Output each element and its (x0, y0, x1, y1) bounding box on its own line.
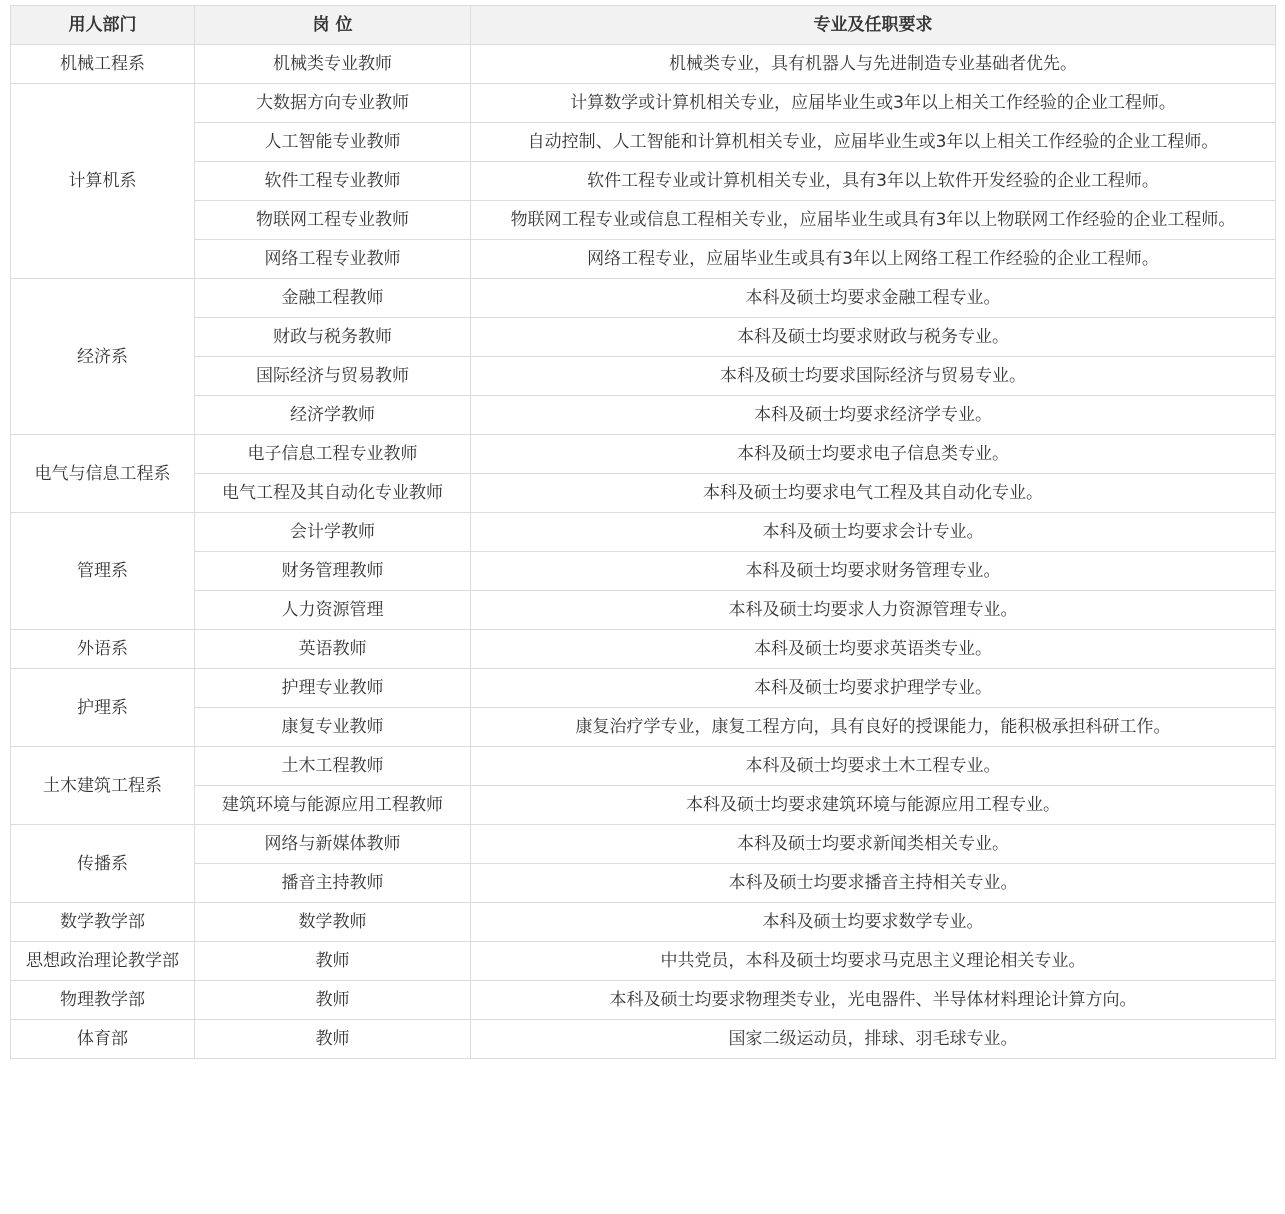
table-row (11, 435, 1276, 474)
requirement-cell: 本科及硕士均要求建筑环境与能源应用工程专业。 (471, 786, 1276, 825)
department-cell: 管理系 (11, 513, 195, 630)
department-cell: 电气与信息工程系 (11, 435, 195, 513)
position-cell: 网络与新媒体教师 (195, 825, 471, 864)
requirement-cell: 本科及硕士均要求英语类专业。 (471, 630, 1276, 669)
requirement-cell: 康复治疗学专业，康复工程方向，具有良好的授课能力，能积极承担科研工作。 (471, 708, 1276, 747)
table-row (11, 123, 1276, 162)
position-cell: 金融工程教师 (195, 279, 471, 318)
table-row (11, 201, 1276, 240)
requirement-cell: 本科及硕士均要求新闻类相关专业。 (471, 825, 1276, 864)
requirement-cell: 中共党员，本科及硕士均要求马克思主义理论相关专业。 (471, 942, 1276, 981)
department-cell: 数学教学部 (11, 903, 195, 942)
header-department: 用人部门 (11, 6, 195, 45)
requirement-cell: 本科及硕士均要求电子信息类专业。 (471, 435, 1276, 474)
table-row (11, 45, 1276, 84)
table-row (11, 630, 1276, 669)
position-cell: 会计学教师 (195, 513, 471, 552)
department-cell: 思想政治理论教学部 (11, 942, 195, 981)
table-row (11, 942, 1276, 981)
table-row (11, 708, 1276, 747)
position-cell: 机械类专业教师 (195, 45, 471, 84)
requirement-cell: 本科及硕士均要求电气工程及其自动化专业。 (471, 474, 1276, 513)
position-cell: 人力资源管理 (195, 591, 471, 630)
table-row (11, 591, 1276, 630)
department-cell: 机械工程系 (11, 45, 195, 84)
position-cell: 电气工程及其自动化专业教师 (195, 474, 471, 513)
position-cell: 财务管理教师 (195, 552, 471, 591)
table-header-row (11, 6, 1276, 45)
position-cell: 土木工程教师 (195, 747, 471, 786)
table-row (11, 981, 1276, 1020)
table-row (11, 84, 1276, 123)
requirement-cell: 本科及硕士均要求土木工程专业。 (471, 747, 1276, 786)
requirement-cell: 本科及硕士均要求国际经济与贸易专业。 (471, 357, 1276, 396)
requirement-cell: 本科及硕士均要求人力资源管理专业。 (471, 591, 1276, 630)
department-cell: 土木建筑工程系 (11, 747, 195, 825)
position-cell: 教师 (195, 981, 471, 1020)
requirement-cell: 本科及硕士均要求经济学专业。 (471, 396, 1276, 435)
requirement-cell: 本科及硕士均要求护理学专业。 (471, 669, 1276, 708)
position-cell: 康复专业教师 (195, 708, 471, 747)
position-cell: 数学教师 (195, 903, 471, 942)
requirement-cell: 软件工程专业或计算机相关专业，具有3年以上软件开发经验的企业工程师。 (471, 162, 1276, 201)
requirement-cell: 本科及硕士均要求财政与税务专业。 (471, 318, 1276, 357)
table-row (11, 162, 1276, 201)
department-cell: 经济系 (11, 279, 195, 435)
requirement-cell: 网络工程专业，应届毕业生或具有3年以上网络工程工作经验的企业工程师。 (471, 240, 1276, 279)
requirement-cell: 本科及硕士均要求播音主持相关专业。 (471, 864, 1276, 903)
table-row (11, 786, 1276, 825)
requirement-cell: 自动控制、人工智能和计算机相关专业，应届毕业生或3年以上相关工作经验的企业工程师。 (471, 123, 1276, 162)
department-cell: 体育部 (11, 1020, 195, 1059)
table-row (11, 396, 1276, 435)
position-cell: 网络工程专业教师 (195, 240, 471, 279)
position-cell: 英语教师 (195, 630, 471, 669)
department-cell: 外语系 (11, 630, 195, 669)
requirement-cell: 本科及硕士均要求数学专业。 (471, 903, 1276, 942)
position-cell: 教师 (195, 1020, 471, 1059)
position-cell: 经济学教师 (195, 396, 471, 435)
table-row (11, 864, 1276, 903)
table-row (11, 513, 1276, 552)
requirement-cell: 国家二级运动员，排球、羽毛球专业。 (471, 1020, 1276, 1059)
requirement-cell: 本科及硕士均要求物理类专业，光电器件、半导体材料理论计算方向。 (471, 981, 1276, 1020)
table-row (11, 474, 1276, 513)
table-row (11, 903, 1276, 942)
requirement-cell: 本科及硕士均要求金融工程专业。 (471, 279, 1276, 318)
position-cell: 教师 (195, 942, 471, 981)
table-row (11, 279, 1276, 318)
department-cell: 计算机系 (11, 84, 195, 279)
requirement-cell: 机械类专业，具有机器人与先进制造专业基础者优先。 (471, 45, 1276, 84)
position-cell: 建筑环境与能源应用工程教师 (195, 786, 471, 825)
position-cell: 物联网工程专业教师 (195, 201, 471, 240)
table-row (11, 1020, 1276, 1059)
requirement-cell: 物联网工程专业或信息工程相关专业，应届毕业生或具有3年以上物联网工作经验的企业工程师。 (471, 201, 1276, 240)
position-cell: 电子信息工程专业教师 (195, 435, 471, 474)
requirement-cell: 计算数学或计算机相关专业，应届毕业生或3年以上相关工作经验的企业工程师。 (471, 84, 1276, 123)
requirement-cell: 本科及硕士均要求财务管理专业。 (471, 552, 1276, 591)
table-row (11, 747, 1276, 786)
table-row (11, 825, 1276, 864)
position-cell: 护理专业教师 (195, 669, 471, 708)
position-cell: 财政与税务教师 (195, 318, 471, 357)
table-row (11, 357, 1276, 396)
position-cell: 播音主持教师 (195, 864, 471, 903)
table-row (11, 552, 1276, 591)
header-position: 岗 位 (195, 6, 471, 45)
header-requirement: 专业及任职要求 (471, 6, 1276, 45)
position-cell: 国际经济与贸易教师 (195, 357, 471, 396)
table-body (11, 45, 1276, 1059)
recruitment-table (10, 5, 1276, 1059)
department-cell: 护理系 (11, 669, 195, 747)
position-cell: 软件工程专业教师 (195, 162, 471, 201)
table-row (11, 669, 1276, 708)
department-cell: 传播系 (11, 825, 195, 903)
position-cell: 人工智能专业教师 (195, 123, 471, 162)
position-cell: 大数据方向专业教师 (195, 84, 471, 123)
requirement-cell: 本科及硕士均要求会计专业。 (471, 513, 1276, 552)
table-row (11, 318, 1276, 357)
department-cell: 物理教学部 (11, 981, 195, 1020)
table-row (11, 240, 1276, 279)
